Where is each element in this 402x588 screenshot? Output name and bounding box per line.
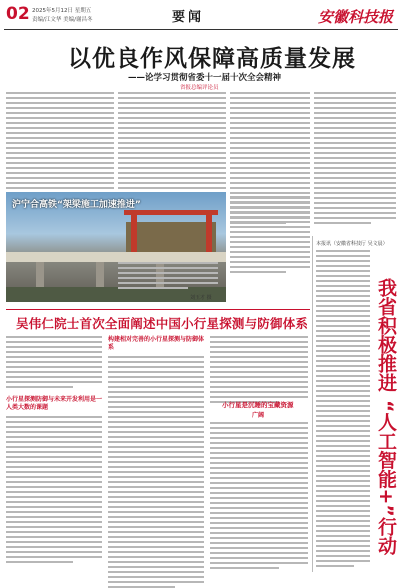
paper-name-logo: 安徽科技报 [318,8,394,26]
photo-caption-title: 沪宁合高铁“架梁施工加速推进” [12,200,141,210]
headline-title: 以优良作风保障高质量发展 [68,46,356,72]
masthead [0,0,402,30]
mid-column-3 [230,196,310,273]
photo-caption-text [118,262,218,289]
article2-column-3 [210,336,308,403]
article2-subhead-4: 广阔 [252,412,265,419]
section-name: 要闻 [172,10,205,25]
right-column-text [316,250,370,567]
top-column-4 [314,92,396,224]
right-intro: 本报讯（安徽省科技厅 吴文晨） [316,241,388,247]
headline-subtitle: ——论学习贯彻省委十一届十次全会精神 [128,73,282,83]
article2-subhead-1: 小行星探测防御与未来开发利用是一人类大数的课题 [6,396,103,411]
article2-column-2 [108,356,204,588]
masthead-rule [4,29,398,30]
article2-column-3b [210,422,308,569]
article2-top-rule [6,309,310,310]
vertical-banner-line2: “人工智能+”行动 [375,400,397,555]
photo-credit: 刘玉才 摄 [190,295,212,301]
date-line: 2025年5月12日 星期五 [32,8,92,14]
article2-column-1 [6,336,102,388]
editor-line: 责编/江文华 美编/谢昌冬 [32,17,93,23]
article2-subhead-3: 小行星是沉睡的宝藏资源 [222,401,294,409]
article2-subhead-2: 构建相对完善的小行星探测与防御体系 [108,336,205,351]
headline-byline: 省报总编评论员 [180,85,219,91]
page-number: 02 [6,4,30,24]
vertical-banner-line1: 我省积极推进 [375,278,397,392]
right-column-divider [312,236,313,572]
article2-column-1b [6,416,102,563]
article2-title: 吴伟仁院士首次全面阐述中国小行星探测与防御体系 [16,316,309,331]
